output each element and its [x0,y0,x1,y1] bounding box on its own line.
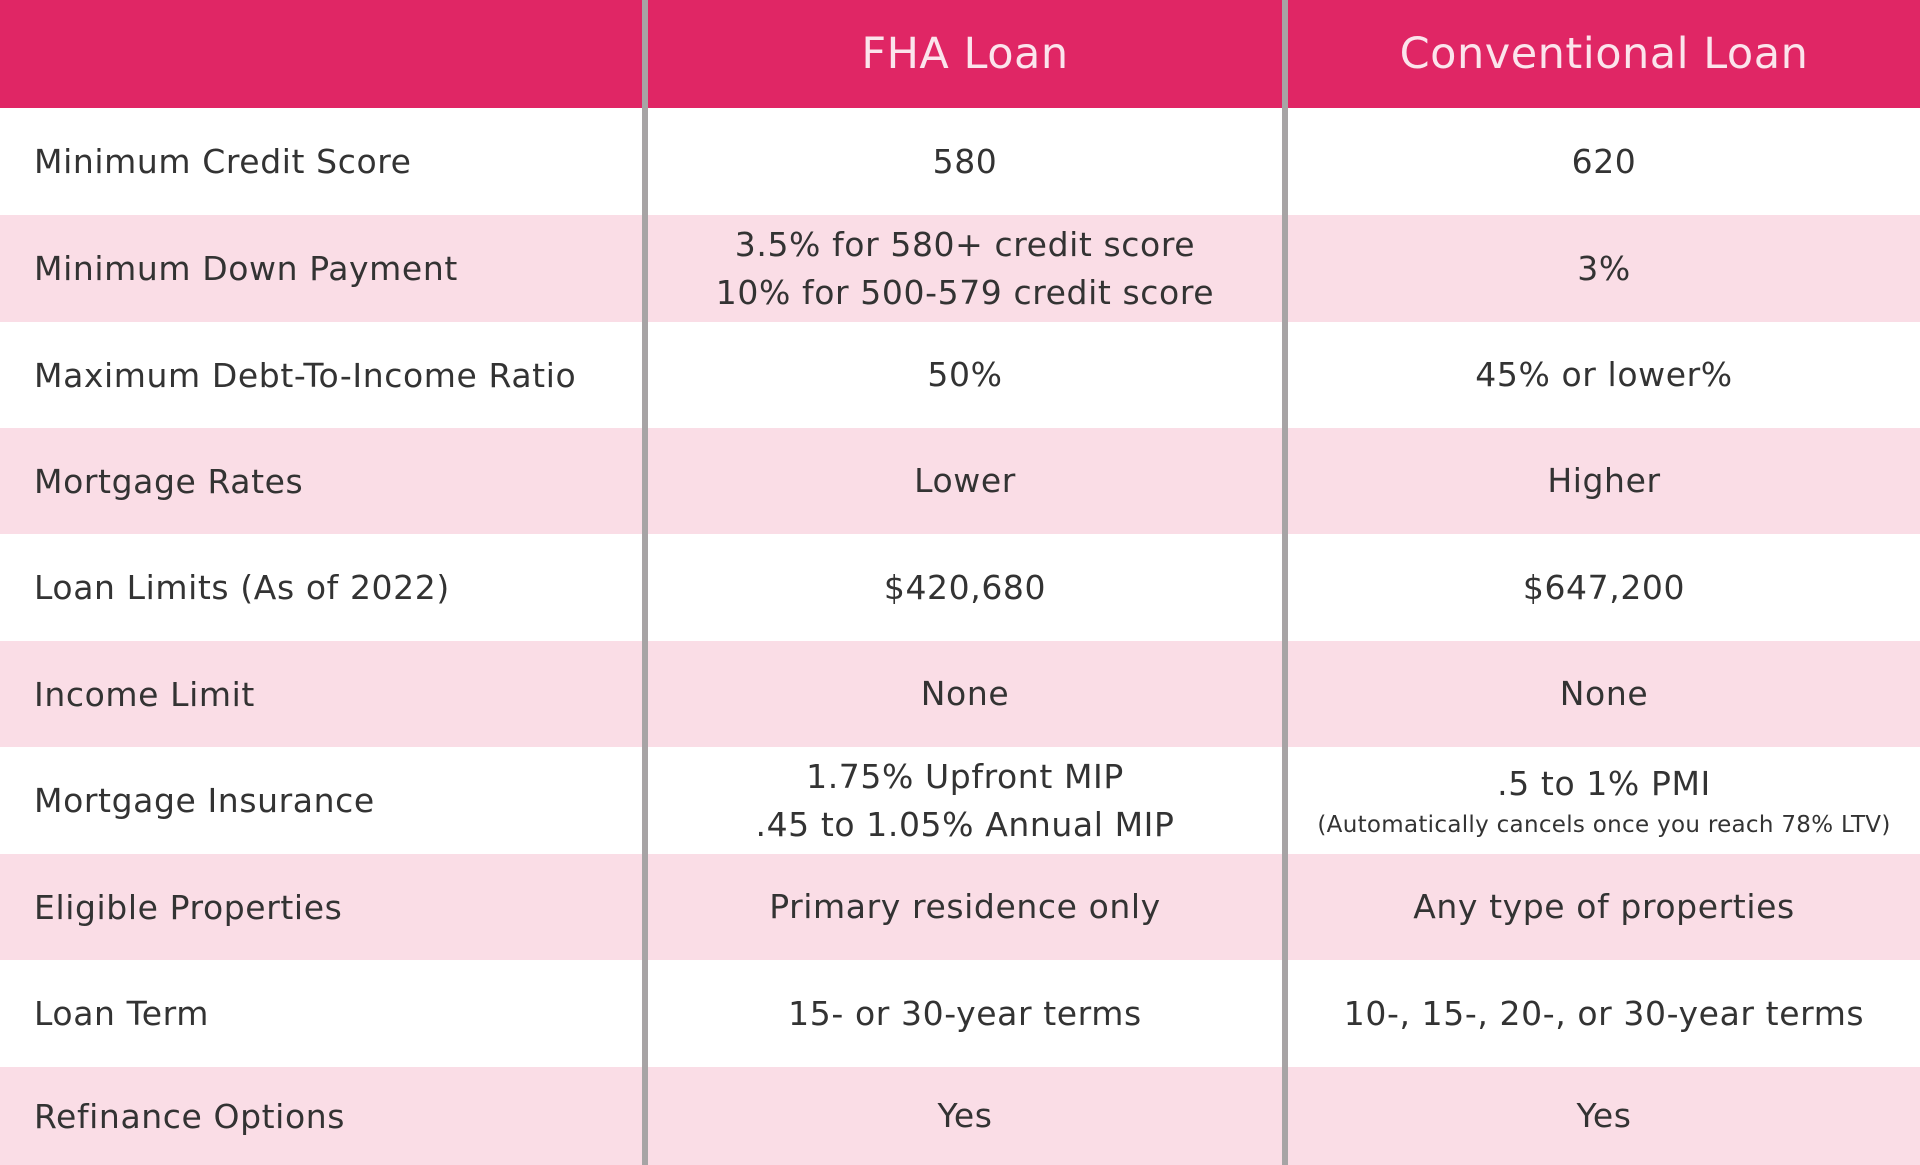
conventional-value-stack [1317,760,1890,842]
conventional-value: Higher [1547,461,1661,500]
table-row [0,960,1920,1067]
table-row [0,1067,1920,1165]
fha-value-cell [648,854,1282,960]
conventional-value-cell [1288,641,1920,747]
fha-value-cell [648,428,1282,534]
fha-value-stack [716,221,1214,317]
conventional-value: 45% or lower% [1475,355,1733,394]
conventional-value-cell [1288,108,1920,215]
conventional-value: Yes [1576,1096,1632,1135]
conventional-value: 3% [1577,248,1631,288]
conventional-value-cell [1288,322,1920,428]
conventional-value-line: .5 to 1% PMI [1497,763,1711,803]
row-label-cell [0,1067,642,1165]
row-label: Eligible Properties [34,887,343,927]
fha-value: Primary residence only [769,887,1161,926]
fha-value-line: 10% for 500-579 credit score [715,272,1215,312]
row-label-cell [0,322,642,428]
column-divider [642,0,648,1165]
conventional-value-cell [1288,1067,1920,1165]
row-label-cell [0,108,642,215]
table-row [0,747,1920,854]
conventional-value: Any type of properties [1413,887,1795,926]
row-label-cell [0,215,642,322]
fha-value: 50% [927,355,1003,394]
conventional-value-cell [1288,428,1920,534]
conventional-value-cell [1288,960,1920,1067]
fha-value: 580 [932,141,998,181]
fha-value: $420,680 [883,567,1047,607]
row-label: Loan Limits (As of 2022) [34,568,450,607]
table-row [0,428,1920,534]
table-row [0,641,1920,747]
row-label-cell [0,428,642,534]
header-fha-loan: FHA Loan [861,29,1069,79]
fha-value-line: 3.5% for 580+ credit score [734,224,1196,264]
table-header-row [0,0,1920,108]
fha-value: Lower [914,461,1016,500]
table-row [0,215,1920,322]
header-cell-empty [0,0,642,108]
conventional-value-note: (Automatically cancels once you reach 78% LTV) [1317,811,1891,838]
fha-value-cell [648,534,1282,641]
header-cell-fha [648,0,1282,108]
header-cell-conventional [1288,0,1920,108]
fha-value-cell [648,960,1282,1067]
table-row [0,854,1920,960]
fha-value-cell [648,641,1282,747]
row-label: Mortgage Insurance [34,781,375,820]
conventional-value-cell [1288,215,1920,322]
row-label: Minimum Down Payment [34,249,458,288]
row-label-cell [0,747,642,854]
header-conventional-loan: Conventional Loan [1399,29,1809,79]
fha-value-line: .45 to 1.05% Annual MIP [755,804,1175,844]
table-row [0,534,1920,641]
fha-value-cell [648,215,1282,322]
row-label: Loan Term [34,994,210,1033]
fha-value: Yes [937,1096,993,1135]
row-label: Maximum Debt-To-Income Ratio [34,355,577,395]
row-label: Refinance Options [34,1096,346,1136]
row-label-cell [0,960,642,1067]
fha-value-cell [648,108,1282,215]
row-label-cell [0,534,642,641]
row-label: Mortgage Rates [34,461,304,501]
conventional-value-cell [1288,854,1920,960]
conventional-value: 10-, 15-, 20-, or 30-year terms [1343,993,1865,1033]
row-label-cell [0,854,642,960]
conventional-value: $647,200 [1522,567,1686,607]
fha-value-cell [648,747,1282,854]
column-divider [1282,0,1288,1165]
conventional-value-cell [1288,747,1920,854]
fha-value-stack [755,753,1174,849]
row-label-cell [0,641,642,747]
conventional-value-cell [1288,534,1920,641]
conventional-value: None [1559,674,1649,713]
conventional-value: 620 [1571,141,1637,181]
fha-value: None [920,674,1010,713]
table-row [0,322,1920,428]
row-label: Minimum Credit Score [34,142,412,181]
fha-value-cell [648,1067,1282,1165]
row-label: Income Limit [34,674,255,714]
fha-value-cell [648,322,1282,428]
table-row [0,108,1920,215]
fha-value: 15- or 30-year terms [788,993,1142,1033]
fha-value-line: 1.75% Upfront MIP [806,756,1124,796]
